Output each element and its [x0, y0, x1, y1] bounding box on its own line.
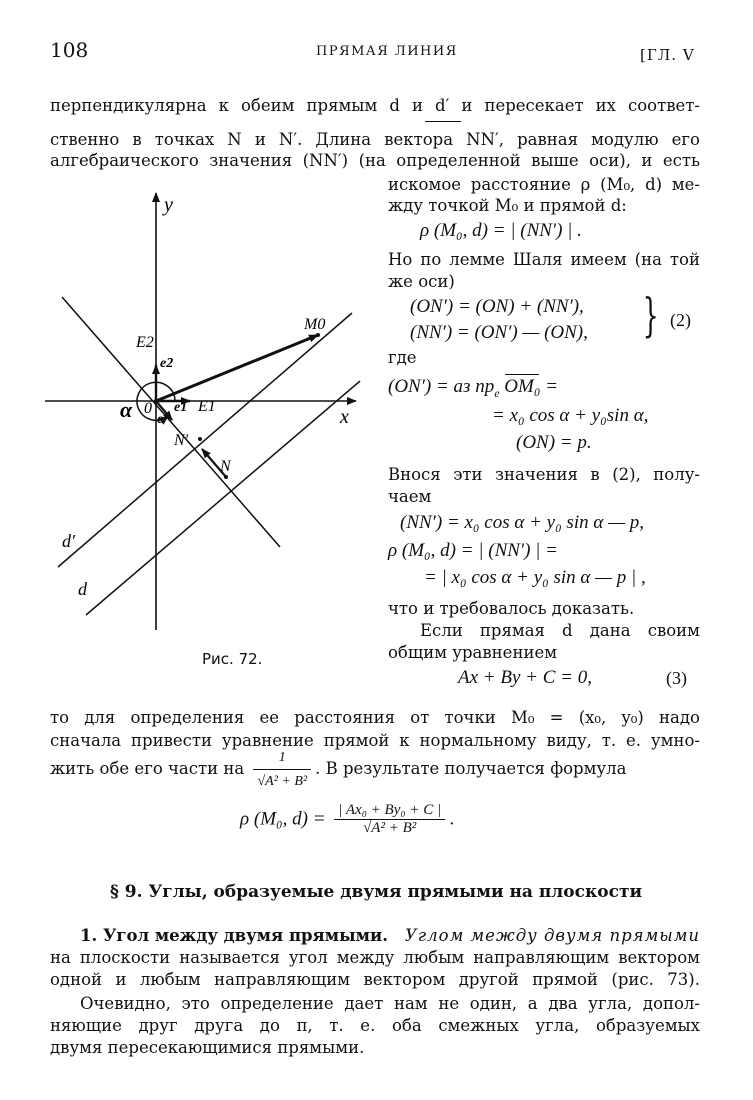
- text-line: Очевидно, это определение дает нам не один, а два угла, допол-: [80, 994, 700, 1013]
- point-origin: [154, 399, 158, 403]
- label-e1: e1: [174, 400, 188, 415]
- distance-formula: ρ (M₀, d) = $\frac{\text{| Ax₀ + By₀ + C |}}{\text{√A² + B²}}$ .: [240, 802, 455, 836]
- line-d-prime: [58, 313, 352, 567]
- text-line: жду точкой M₀ и прямой d:: [388, 196, 627, 215]
- text-line: няющие друг друга до π, т. е. оба смежных угла, образуемых: [50, 1016, 700, 1035]
- figure-caption: Рис. 72.: [202, 650, 263, 668]
- label-E2: E2: [136, 334, 154, 351]
- label-m0: M0: [304, 316, 326, 333]
- text-line: одной и любым направляющим вектором другой прямой (рис. 73).: [50, 970, 700, 989]
- subsection-title: 1. Угол между двумя прямыми.: [80, 926, 388, 945]
- result-line-1: (NN′) = x₀ cos α + y₀ sin α — p,: [400, 512, 644, 533]
- subsection-line: [80, 924, 700, 947]
- result-line-3: = | x₀ cos α + y₀ sin α — p | ,: [424, 567, 646, 588]
- text-line: же оси): [388, 272, 455, 291]
- vector-arrow-nn: [425, 121, 461, 122]
- text-line: общим уравнением: [388, 643, 558, 662]
- projection-line-1: (ON′) = аз $пр_e$ OM₀ =: [388, 376, 559, 400]
- system-line-2: (NN′) = (ON′) — (ON),: [410, 322, 588, 343]
- system-brace: }: [642, 288, 659, 342]
- label-E1: E1: [198, 398, 216, 415]
- text-line: искомое расстояние ρ (M₀, d) ме-: [388, 175, 700, 194]
- label-e: e: [157, 412, 164, 427]
- point-n-prime: [198, 437, 202, 441]
- figure-72: [40, 175, 380, 655]
- label-x: x: [340, 406, 349, 428]
- label-n-prime: N′: [174, 432, 189, 449]
- point-n: [224, 475, 228, 479]
- equation-number-3: (3): [666, 668, 687, 688]
- text-line: алгебраического значения (NN′) (на определенной выше оси), и есть: [50, 151, 700, 170]
- vector-arrow-om: [505, 374, 539, 375]
- label-d-prime: d′: [62, 531, 75, 551]
- text-line: где: [388, 348, 417, 367]
- equation-number-2: (2): [670, 310, 691, 330]
- formula-distance: ρ (M₀, d) = | (NN′) | .: [420, 220, 582, 241]
- projection-line-3: (ON) = p.: [516, 432, 592, 453]
- label-d: d: [78, 579, 87, 599]
- page-number: 108: [50, 38, 89, 62]
- label-y: y: [164, 194, 173, 216]
- definition-term: Углом между двумя прямыми: [404, 926, 700, 945]
- text-line: Если прямая d дана своим: [420, 621, 700, 640]
- label-e2: e2: [160, 356, 174, 371]
- text-line: Внося эти значения в (2), полу-: [388, 465, 700, 484]
- text-line: Но по лемме Шаля имеем (на той: [388, 250, 700, 269]
- vector-om0: [156, 335, 318, 401]
- text-line: на плоскости называется угол между любым направляющим вектором: [50, 948, 700, 967]
- result-line-2: ρ (M₀, d) = | (NN′) | =: [388, 540, 558, 561]
- projection-line-2: = x₀ cos α + y₀sin α,: [492, 405, 649, 426]
- text-line-with-fraction: жить обе его части на $\frac{1}{\text{√A² + B²}}$ . В результате получается формула: [50, 746, 626, 793]
- running-title: ПРЯМАЯ ЛИНИЯ: [316, 44, 458, 59]
- point-m0: [316, 333, 320, 337]
- equation-3: Ax + By + C = 0,: [458, 667, 592, 688]
- label-origin: 0: [144, 400, 152, 417]
- fraction-distance: $\frac{\text{| Ax₀ + By₀ + C |}}{\text{√A² + B²}}$: [334, 802, 445, 837]
- text-line: сначала привести уравнение прямой к нормальному виду, т. е. умно-: [50, 731, 700, 750]
- fraction-normalizer: $\frac{1}{\text{√A² + B²}}$: [253, 746, 311, 793]
- text-line: перпендикулярна к обеим прямым d и d′ и пересекает их соответ-: [50, 96, 700, 115]
- text-line: что и требовалось доказать.: [388, 599, 635, 618]
- text-line: ственно в точках N и N′. Длина вектора NN′, равная модулю его: [50, 130, 700, 149]
- text-line: чаем: [388, 487, 432, 506]
- text-line: двумя пересекающимися прямыми.: [50, 1038, 365, 1057]
- section-heading: § 9. Углы, образуемые двумя прямыми на плоскости: [110, 882, 643, 902]
- text-line: то для определения ее расстояния от точки M₀ = (x₀, y₀) надо: [50, 708, 700, 727]
- chapter-marker: [ГЛ. V: [640, 46, 695, 64]
- label-n: N: [220, 458, 231, 475]
- normal-line: [62, 297, 280, 547]
- label-alpha: α: [120, 397, 133, 422]
- system-line-1: (ON′) = (ON) + (NN′),: [410, 296, 584, 317]
